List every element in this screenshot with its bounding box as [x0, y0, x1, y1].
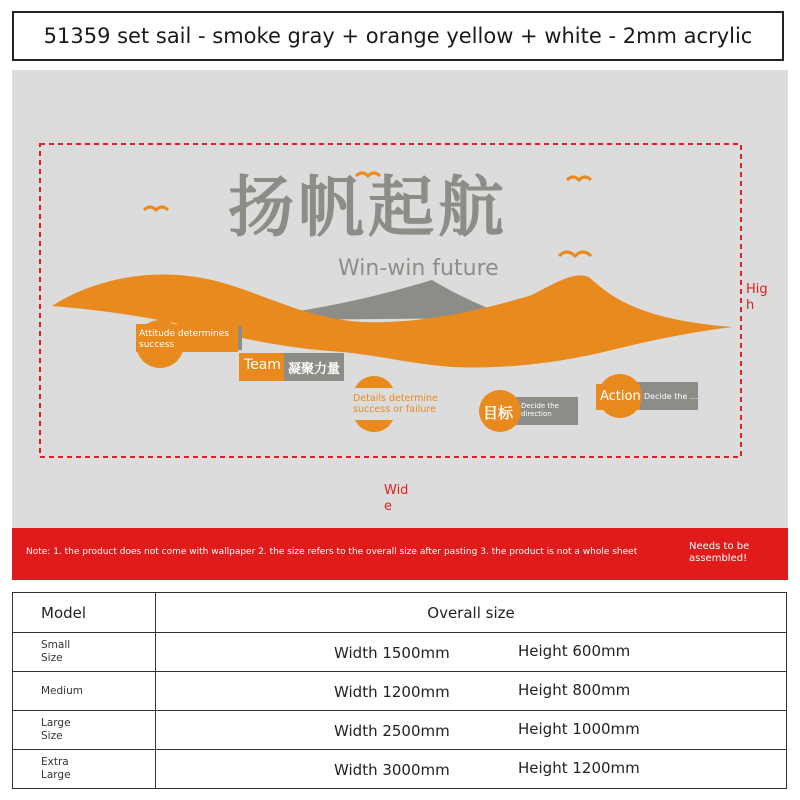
width-dimension-label: Wide [384, 483, 409, 514]
slogan-text: Win-win future [338, 256, 499, 281]
tag-goal-text: Decide the direction [521, 402, 559, 419]
header-model: Model [13, 593, 156, 633]
tag-action-desc: Decide the ... [644, 392, 698, 401]
row-width: Width 3000mm [334, 761, 450, 779]
table-row [13, 750, 787, 789]
tag-attitude-text: Attitude determines success [139, 329, 229, 350]
tag-team-text: Team [244, 357, 282, 373]
row-model: Small Size [41, 639, 71, 664]
tag-details-text: Details determine success or failure [353, 393, 438, 416]
row-height: Height 1000mm [518, 720, 640, 738]
row-model: Extra Large [41, 756, 71, 781]
height-dimension-label: High [746, 282, 768, 313]
row-model: Medium [41, 684, 83, 697]
wall-art-illustration [12, 70, 788, 528]
note-banner [12, 528, 788, 580]
header-overall-size: Overall size [156, 593, 787, 633]
size-table [12, 592, 787, 789]
row-height: Height 1200mm [518, 759, 640, 777]
row-model: Large Size [41, 717, 71, 742]
product-preview-panel [12, 70, 788, 580]
row-height: Height 800mm [518, 681, 631, 699]
bird-icon [559, 252, 591, 256]
note-text: Note: 1. the product does not come with wallpaper 2. the size refers to the overall size after pasting 3. the product is not a whole sheet [26, 547, 638, 557]
row-width: Width 2500mm [334, 722, 450, 740]
row-width: Width 1200mm [334, 683, 450, 701]
product-title: 51359 set sail - smoke gray + orange yellow + white - 2mm acrylic [12, 11, 784, 61]
bird-icon [144, 207, 168, 210]
row-height: Height 600mm [518, 642, 631, 660]
bird-icon [567, 177, 591, 180]
table-row [13, 711, 787, 750]
table-row [13, 633, 787, 672]
tag-goal-cn-text: 目标 [483, 404, 514, 422]
row-width: Width 1500mm [334, 644, 450, 662]
tag-action-text: Action [600, 389, 641, 404]
table-row [13, 672, 787, 711]
calligraphy-title: 扬帆起航 [228, 168, 508, 246]
assembly-notice: Needs to be assembled! [689, 541, 750, 564]
tag-team-cn-text: 凝聚力量 [288, 362, 341, 377]
